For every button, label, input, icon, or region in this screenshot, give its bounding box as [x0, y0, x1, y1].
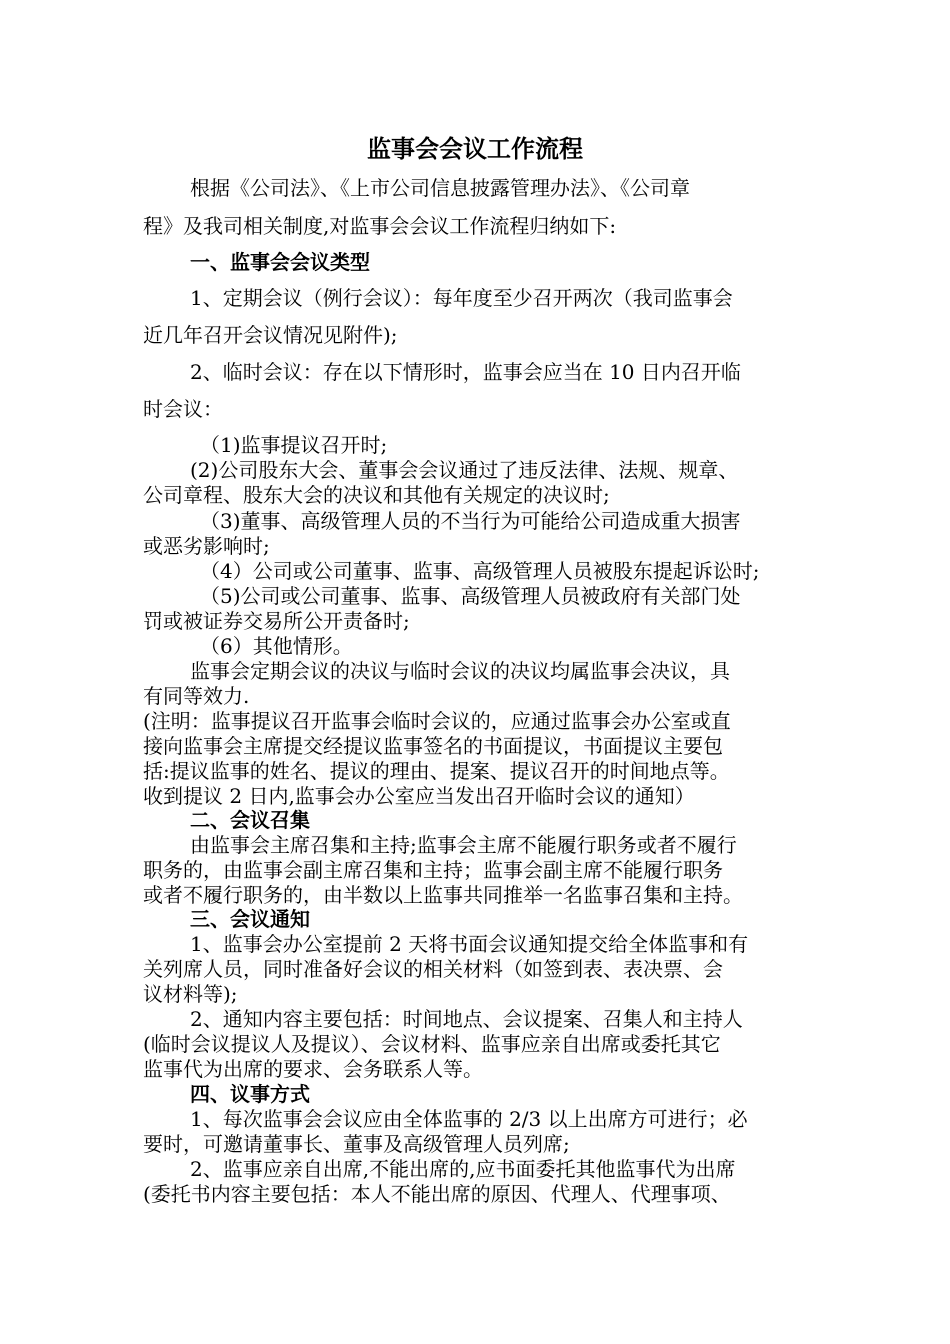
note-line: (注明：监事提议召开监事会临时会议的，应通过监事会办公室或直 [143, 709, 731, 733]
note-line: 收到提议 2 日内,监事会办公室应当发出召开临时会议的通知） [143, 784, 695, 808]
paragraph-line: 根据《公司法》、《上市公司信息披露管理办法》、《公司章 [190, 176, 690, 200]
paragraph-line: 时会议： [143, 397, 223, 421]
section-heading: 二、会议召集 [190, 808, 310, 832]
paragraph-line: 由监事会主席召集和主持;监事会主席不能履行职务或者不履行 [190, 833, 737, 857]
paragraph-line: 2、监事应亲自出席,不能出席的,应书面委托其他监事代为出席 [190, 1157, 736, 1181]
paragraph-line: 或者不履行职务的，由半数以上监事共同推举一名监事召集和主持。 [143, 883, 743, 907]
paragraph-line: 监事代为出席的要求、会务联系人等。 [143, 1057, 483, 1081]
paragraph-line: 公司章程、股东大会的决议和其他有关规定的决议时; [143, 483, 610, 507]
paragraph-line: 议材料等); [143, 982, 238, 1006]
list-item: （6）其他情形。 [200, 634, 353, 658]
paragraph-line: 1、监事会办公室提前 2 天将书面会议通知提交给全体监事和有 [190, 932, 749, 956]
note-line: 接向监事会主席提交经提议监事签名的书面提议，书面提议主要包 [143, 734, 723, 758]
list-item: （1)监事提议召开时; [200, 433, 388, 457]
list-item: (2)公司股东大会、董事会会议通过了违反法律、法规、规章、 [190, 458, 739, 482]
paragraph-line: 1、定期会议（例行会议）：每年度至少召开两次（我司监事会 [190, 286, 733, 310]
paragraph-line: 职务的，由监事会副主席召集和主持；监事会副主席不能履行职务 [143, 858, 723, 882]
paragraph-line: 1、每次监事会会议应由全体监事的 2/3 以上出席方可进行；必 [190, 1107, 748, 1131]
list-item: （5)公司或公司董事、监事、高级管理人员被政府有关部门处 [200, 584, 741, 608]
paragraph-line: 监事会定期会议的决议与临时会议的决议均属监事会决议，具 [190, 659, 730, 683]
list-item: （3)董事、高级管理人员的不当行为可能给公司造成重大损害 [200, 509, 741, 533]
paragraph-line: 或恶劣影响时; [143, 534, 270, 558]
paragraph-line: (临时会议提议人及提议）、会议材料、监事应亲自出席或委托其它 [143, 1032, 721, 1056]
paragraph-line: 2、临时会议：存在以下情形时，监事会应当在 10 日内召开临 [190, 360, 741, 384]
paragraph-line: 2、通知内容主要包括：时间地点、会议提案、召集人和主持人 [190, 1007, 743, 1031]
section-heading: 四、议事方式 [190, 1082, 310, 1106]
section-heading: 三、会议通知 [190, 907, 310, 931]
paragraph-line: 程》及我司相关制度,对监事会会议工作流程归纳如下: [143, 214, 617, 238]
note-line: 括:提议监事的姓名、提议的理由、提案、提议召开的时间地点等。 [143, 759, 730, 783]
paragraph-line: 近几年召开会议情况见附件); [143, 323, 398, 347]
paragraph-line: (委托书内容主要包括：本人不能出席的原因、代理人、代理事项、 [143, 1182, 731, 1206]
section-heading: 一、监事会会议类型 [190, 250, 370, 274]
list-item: （4）公司或公司董事、监事、高级管理人员被股东提起诉讼时; [200, 559, 760, 583]
paragraph-line: 要时，可邀请董事长、董事及高级管理人员列席; [143, 1132, 570, 1156]
paragraph-line: 罚或被证券交易所公开责备时; [143, 609, 410, 633]
paragraph-line: 关列席人员，同时准备好会议的相关材料（如签到表、表决票、会 [143, 957, 723, 981]
paragraph-line: 有同等效力. [143, 684, 250, 708]
document-title: 监事会会议工作流程 [367, 134, 583, 163]
